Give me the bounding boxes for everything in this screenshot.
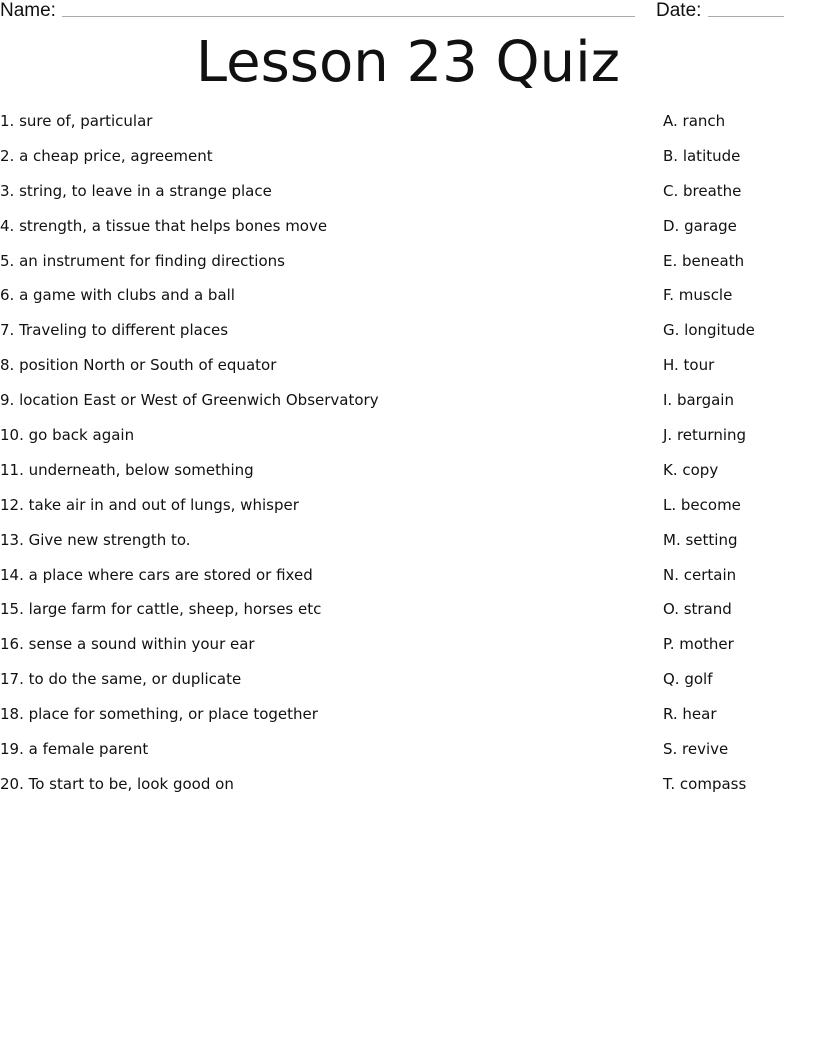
header-row (0, 0, 816, 22)
clue-list (0, 112, 640, 810)
answer-list (663, 112, 813, 810)
clue-item: 14. a place where cars are stored or fixed (0, 565, 313, 584)
clue-item: 9. location East or West of Greenwich Observatory (0, 391, 379, 410)
answer-item: B. latitude (663, 146, 741, 165)
clue-item: 8. position North or South of equator (0, 356, 277, 375)
clue-item: 7. Traveling to different places (0, 321, 229, 340)
clue-item: 17. to do the same, or duplicate (0, 670, 242, 689)
answer-item: F. muscle (663, 286, 733, 305)
clue-item: 1. sure of, particular (0, 112, 153, 130)
clue-item: 10. go back again (0, 426, 135, 445)
clue-item: 5. an instrument for finding directions (0, 251, 285, 270)
clue-item: 13. Give new strength to. (0, 530, 191, 549)
page-title: Lesson 23 Quiz (195, 30, 621, 95)
clue-item: 16. sense a sound within your ear (0, 635, 255, 654)
clue-item: 20. To start to be, look good on (0, 774, 234, 793)
answer-item: J. returning (663, 426, 747, 445)
answer-item: Q. golf (663, 670, 713, 689)
answer-item: L. become (663, 495, 741, 514)
clue-item: 3. string, to leave in a strange place (0, 181, 272, 200)
answer-item: D. garage (663, 216, 737, 235)
answer-item: I. bargain (663, 391, 734, 410)
clue-item: 12. take air in and out of lungs, whisper (0, 495, 299, 514)
name-field-line[interactable] (62, 16, 635, 17)
answer-item: C. breathe (663, 181, 742, 200)
answer-item: O. strand (663, 600, 732, 619)
date-field-line[interactable] (708, 16, 784, 17)
clue-item: 18. place for something, or place together (0, 705, 318, 724)
answer-item: P. mother (663, 635, 734, 654)
answer-item: E. beneath (663, 251, 745, 270)
answer-item: M. setting (663, 530, 738, 549)
clue-item: 15. large farm for cattle, sheep, horses etc (0, 600, 322, 619)
clue-item: 2. a cheap price, agreement (0, 146, 213, 165)
clue-item: 11. underneath, below something (0, 460, 254, 479)
date-label: Date: (656, 0, 702, 21)
answer-item: H. tour (663, 356, 715, 375)
answer-item: S. revive (663, 740, 729, 759)
clue-item: 6. a game with clubs and a ball (0, 286, 235, 305)
clue-item: 19. a female parent (0, 740, 149, 759)
clue-item: 4. strength, a tissue that helps bones move (0, 216, 328, 235)
name-label: Name: (0, 0, 56, 21)
answer-item: T. compass (663, 774, 747, 793)
answer-item: N. certain (663, 565, 737, 584)
answer-item: G. longitude (663, 321, 755, 340)
answer-item: K. copy (663, 460, 719, 479)
answer-item: R. hear (663, 705, 717, 724)
answer-item: A. ranch (663, 112, 726, 130)
